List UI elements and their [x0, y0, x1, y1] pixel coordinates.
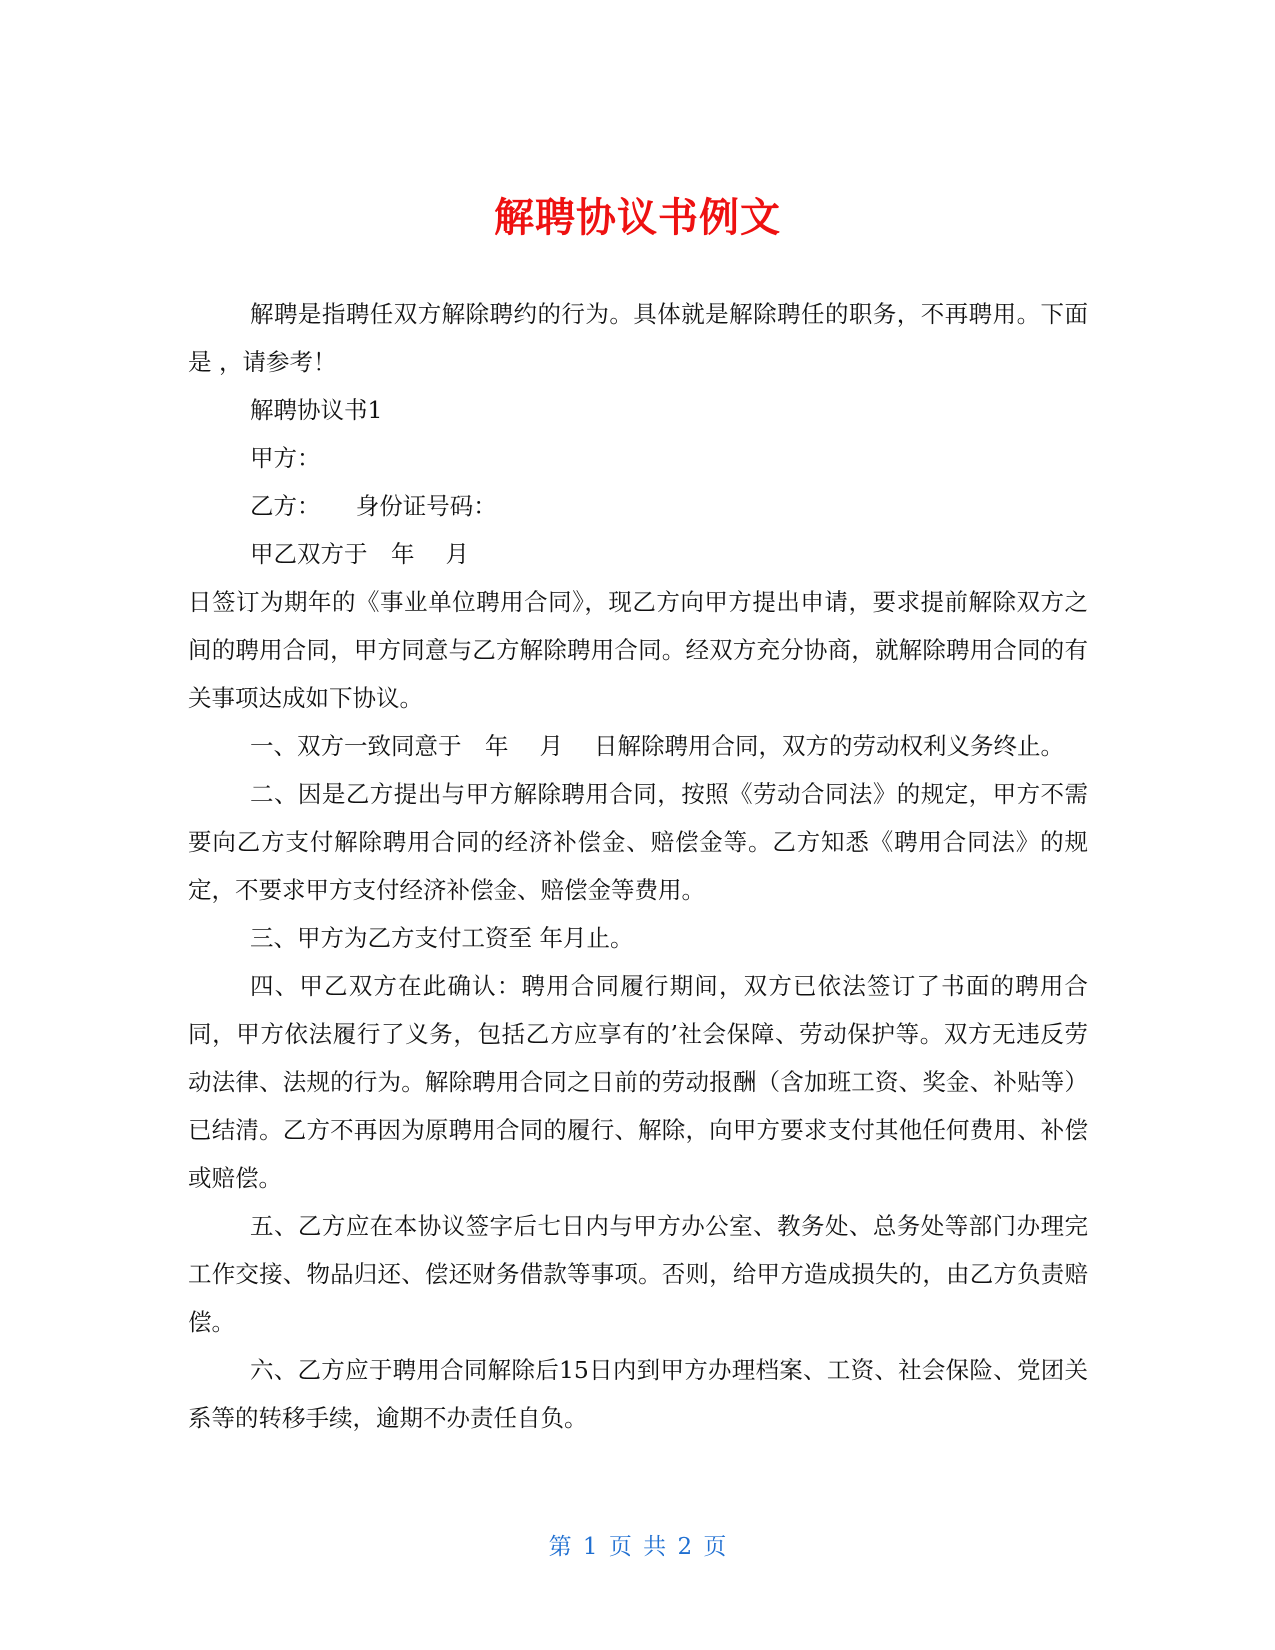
clause-3: 三、甲方为乙方支付工资至 年月止。	[250, 924, 634, 952]
party-a-line: 甲方：	[250, 444, 321, 472]
intro-paragraph: 解聘是指聘任双方解除聘约的行为。具体就是解除聘任的职务，不再聘用。下面是 ，请参考！	[188, 300, 1088, 376]
document-title: 解聘协议书例文	[494, 194, 781, 241]
clause-1: 一、双方一致同意于 年 月 日解除聘用合同，双方的劳动权利义务终止。	[250, 732, 1064, 760]
date-line: 甲乙双方于 年 月	[250, 540, 469, 568]
clause-6: 六、乙方应于聘用合同解除后15日内到甲方办理档案、工资、社会保险、党团关系等的转移手续，逾期不办责任自负。	[188, 1356, 1088, 1432]
contract-paragraph: 日签订为期年的《事业单位聘用合同》，现乙方向甲方提出申请，要求提前解除双方之间的聘用合同，甲方同意与乙方解除聘用合同。经双方充分协商，就解除聘用合同的有关事项达成如下协议。	[188, 588, 1088, 712]
clause-5: 五、乙方应在本协议签字后七日内与甲方办公室、教务处、总务处等部门办理完工作交接、物品归还、偿还财务借款等事项。否则，给甲方造成损失的，由乙方负责赔偿。	[188, 1212, 1088, 1336]
clause-4: 四、甲乙双方在此确认：聘用合同履行期间，双方已依法签订了书面的聘用合同，甲方依法履行了义务，包括乙方应享有的’社会保障、劳动保护等。双方无违反劳动法律、法规的行为。解除聘用合同之日前的劳动报酬（含加班工资、奖金、补贴等）已结清。乙方不再因为原聘用合同的履行、解除，向甲方要求支付其他任何费用、补偿或赔偿。	[188, 972, 1088, 1192]
party-b-line: 乙方： 身份证号码：	[250, 492, 497, 520]
agreement-heading: 解聘协议书1	[250, 396, 383, 424]
page-number-footer: 第 1 页 共 2 页	[548, 1534, 727, 1560]
clause-2: 二、因是乙方提出与甲方解除聘用合同，按照《劳动合同法》的规定，甲方不需要向乙方支付解除聘用合同的经济补偿金、赔偿金等。乙方知悉《聘用合同法》的规定，不要求甲方支付经济补偿金、赔偿金等费用。	[188, 780, 1088, 904]
document-body	[188, 290, 1088, 1442]
